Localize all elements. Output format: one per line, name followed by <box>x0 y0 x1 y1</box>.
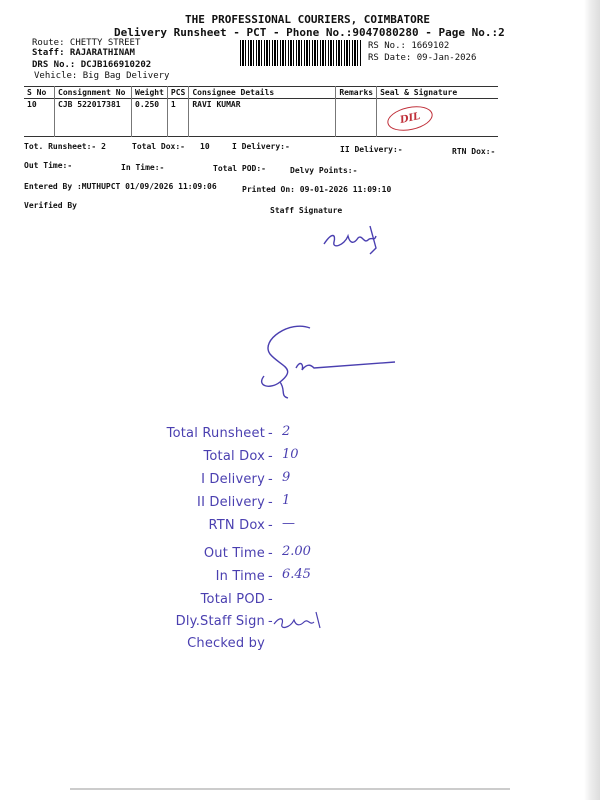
drs-text: DRS No.: DCJB166910202 <box>32 60 152 70</box>
total-dox-value: 10 <box>200 142 210 151</box>
stamp-row <box>120 569 500 589</box>
cell-consignment: CJB 522017381 <box>55 99 132 137</box>
stamp-dash: - <box>268 449 273 464</box>
staff-sign-scribble <box>270 610 330 634</box>
out-time: Out Time:- <box>24 161 73 170</box>
rs-date: RS Date: 09-Jan-2026 <box>368 53 477 63</box>
stamp-dash: - <box>268 614 273 629</box>
stamp-label: Total Runsheet <box>166 426 265 441</box>
cell-weight: 0.250 <box>132 99 168 137</box>
header-consignment: Consignment No <box>55 87 132 99</box>
verifier-signature-scribble <box>250 320 400 400</box>
stamp-row <box>120 495 500 515</box>
stamp-dash: - <box>268 546 273 561</box>
runsheet-title: Delivery Runsheet - PCT - Phone No.:9047080280 - Page No.:2 <box>114 26 505 39</box>
i-delivery: I Delivery:- <box>232 142 290 151</box>
stamp-row <box>120 426 500 446</box>
stamp-label: Checked by <box>187 636 265 651</box>
seal-stamp: DIL <box>385 102 435 134</box>
stamp-value: 2 <box>282 424 291 439</box>
staff-text: Staff: RAJARATHINAM <box>32 48 135 58</box>
entered-by: Entered By :MUTHUPCT 01/09/2026 11:09:06 <box>24 182 217 191</box>
cell-consignee: RAVI KUMAR <box>189 99 336 137</box>
stamp-dash: - <box>268 592 273 607</box>
stamp-value: 2.00 <box>282 544 311 559</box>
stamp-value: 1 <box>282 493 291 508</box>
ii-delivery: II Delivery:- <box>340 145 403 154</box>
stamp-row <box>120 518 500 538</box>
header-weight: Weight <box>132 87 168 99</box>
stamp-dash: - <box>268 426 273 441</box>
header-remarks: Remarks <box>336 87 377 99</box>
stamp-label: Total Dox <box>203 449 265 464</box>
page-edge-shadow <box>584 0 600 800</box>
cell-remarks <box>336 99 377 137</box>
cell-pcs: 1 <box>167 99 188 137</box>
company-name: THE PROFESSIONAL COURIERS, COIMBATORE <box>185 13 431 26</box>
rs-number: RS No.: 1669102 <box>368 41 450 51</box>
route-text: Route: CHETTY STREET <box>32 38 141 48</box>
staff-signature-label: Staff Signature <box>270 206 343 215</box>
stamp-row <box>120 546 500 566</box>
stamp-label: RTN Dox <box>208 518 265 533</box>
cell-seal <box>377 99 499 137</box>
stamp-label: In Time <box>215 569 265 584</box>
staff-signature-scribble <box>318 222 388 262</box>
stamp-label: I Delivery <box>201 472 265 487</box>
header-sno: S No <box>27 88 47 97</box>
stamp-value: 9 <box>282 470 291 485</box>
in-time: In Time:- <box>121 163 165 172</box>
stamp-label: Out Time <box>203 546 265 561</box>
stamp-dash: - <box>268 518 273 533</box>
stamp-value: 10 <box>282 447 299 462</box>
tot-runsheet: Tot. Runsheet:- 2 <box>24 142 106 151</box>
vehicle-text: Vehicle: Big Bag Delivery <box>34 71 170 81</box>
header-seal: Seal & Signature <box>377 87 499 99</box>
table-row <box>24 99 498 137</box>
printed-on: Printed On: 09-01-2026 11:09:10 <box>242 185 392 194</box>
stamp-dash: - <box>268 472 273 487</box>
stamp-label: II Delivery <box>197 495 265 510</box>
rtn-dox: RTN Dox:- <box>452 147 496 156</box>
stamp-row <box>120 449 500 469</box>
stamp-label: Total POD <box>200 592 265 607</box>
header-consignee: Consignee Details <box>189 87 336 99</box>
verified-by: Verified By <box>24 201 77 210</box>
cell-sno: 10 <box>27 100 37 109</box>
total-dox-label: Total Dox:- <box>132 142 185 151</box>
consignment-table <box>24 86 498 137</box>
total-pod: Total POD:- <box>213 164 266 173</box>
bottom-rule <box>70 788 510 790</box>
barcode <box>240 40 362 66</box>
stamp-value: 6.45 <box>282 567 311 582</box>
stamp-row <box>120 636 500 656</box>
stamp-label: Dly.Staff Sign <box>175 614 265 629</box>
stamp-row <box>120 472 500 492</box>
header-pcs: PCS <box>167 87 188 99</box>
stamp-value: — <box>282 516 295 531</box>
stamp-row <box>120 592 500 612</box>
stamp-dash: - <box>268 569 273 584</box>
delvy-points: Delvy Points:- <box>290 166 358 175</box>
stamp-dash: - <box>268 495 273 510</box>
